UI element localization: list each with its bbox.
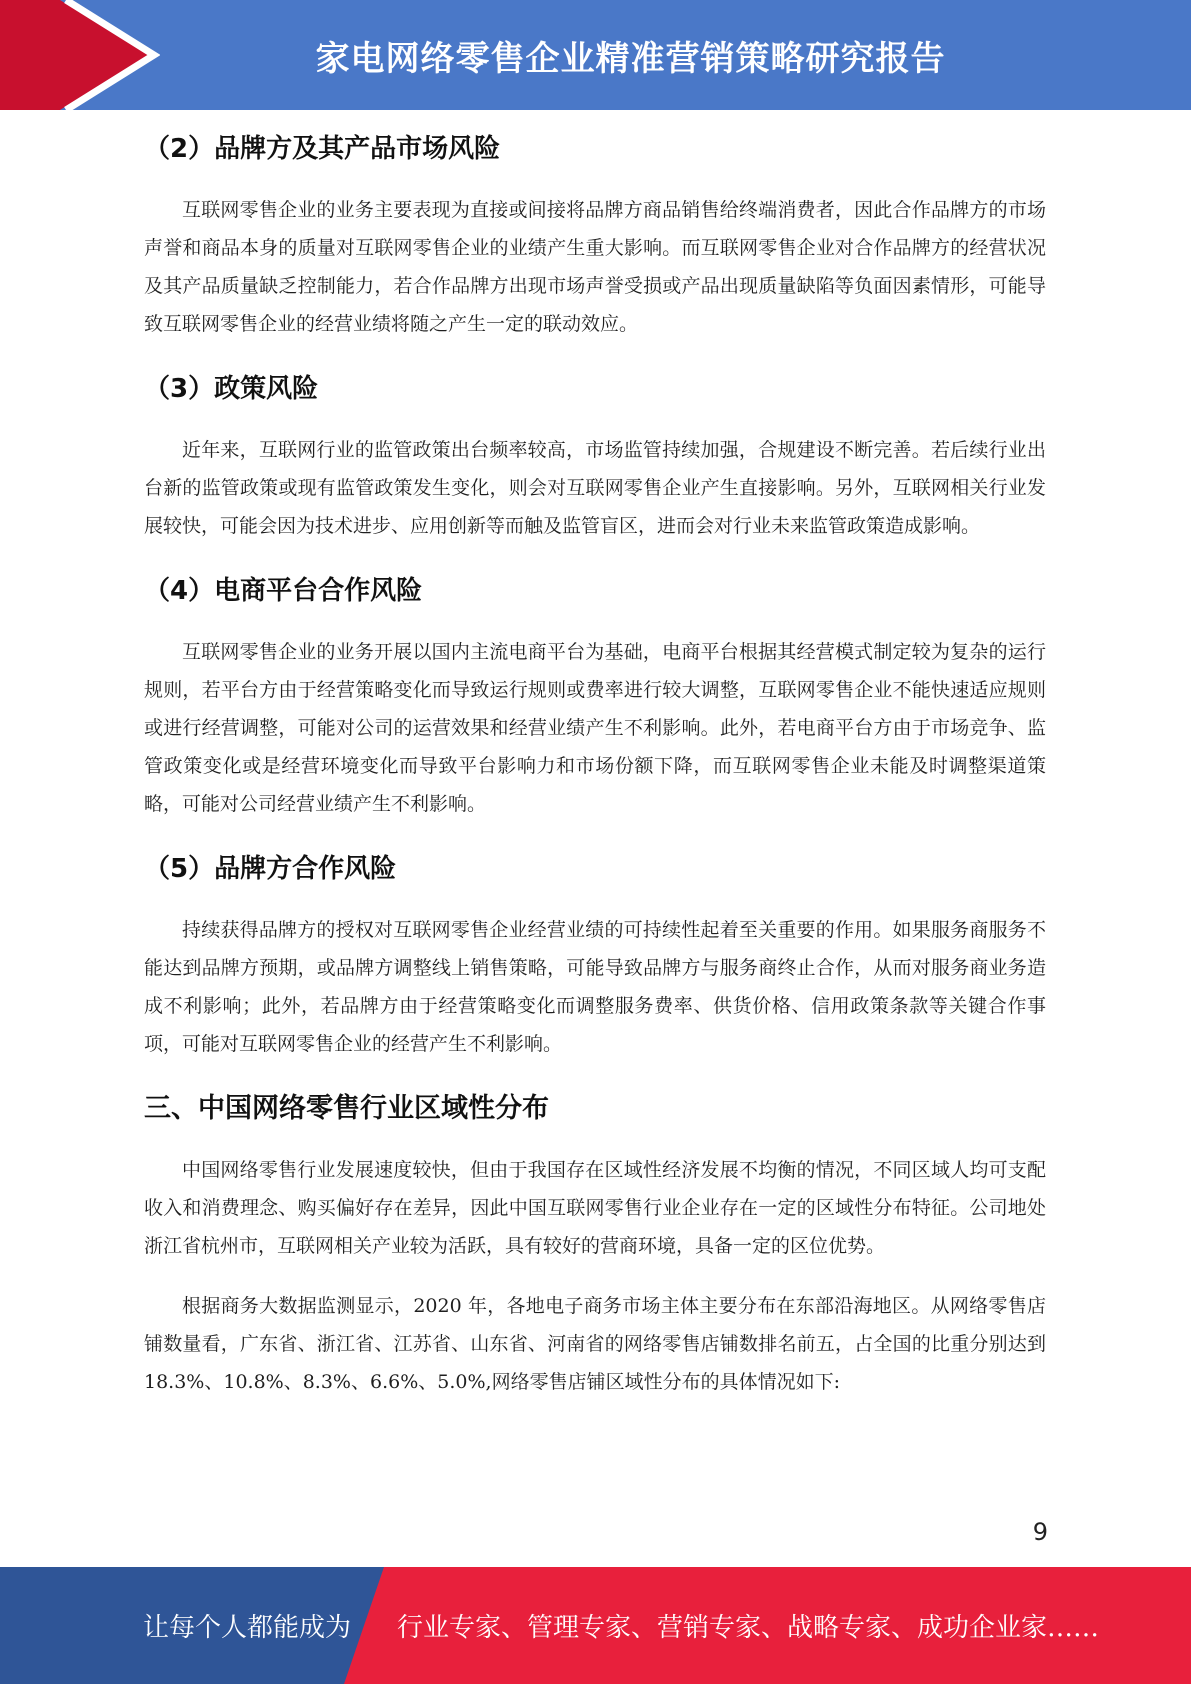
- section-paragraph: 互联网零售企业的业务开展以国内主流电商平台为基础，电商平台根据其经营模式制定较为复杂的运行规则，若平台方由于经营策略变化而导致运行规则或费率进行较大调整，互联网零售企业不能快速适应规则或进行经营调整，可能对公司的运营效果和经营业绩产生不利影响。此外，若电商平台方由于市场竞争、监管政策变化或是经营环境变化而导致平台影响力和市场份额下降，而互联网零售企业未能及时调整渠道策略，可能对公司经营业绩产生不利影响。: [144, 641, 1046, 815]
- header-arrow-decoration: [0, 0, 160, 110]
- section-heading: （4）电商平台合作风险: [144, 576, 423, 606]
- section-paragraph: 持续获得品牌方的授权对互联网零售企业经营业绩的可持续性起着至关重要的作用。如果服务商服务不能达到品牌方预期，或品牌方调整线上销售策略，可能导致品牌方与服务商终止合作，从而对服务商业务造成不利影响；此外，若品牌方由于经营策略变化而调整服务费率、供货价格、信用政策条款等关键合作事项，可能对互联网零售企业的经营产生不利影响。: [144, 919, 1046, 1055]
- section-policy-risk: [144, 365, 1046, 545]
- document-body: [144, 125, 1046, 1423]
- section-regional-distribution: [144, 1085, 1046, 1401]
- section-platform-risk: [144, 567, 1046, 823]
- page-number: 9: [1032, 1518, 1048, 1546]
- section-paragraph: 中国网络零售行业发展速度较快，但由于我国存在区域性经济发展不均衡的情况，不同区域人均可支配收入和消费理念、购买偏好存在差异，因此中国互联网零售行业企业存在一定的区域性分布特征。公司地处浙江省杭州市，互联网相关产业较为活跃，具有较好的营商环境，具备一定的区位优势。: [144, 1159, 1046, 1257]
- section-heading: （3）政策风险: [144, 374, 319, 404]
- section-paragraph: 根据商务大数据监测显示，2020 年，各地电子商务市场主体主要分布在东部沿海地区。从网络零售店铺数量看，广东省、浙江省、江苏省、山东省、河南省的网络零售店铺数排名前五，占全国的比重分别达到 18.3%、10.8%、8.3%、6.6%、5.0%,网络零售店铺区域性分布的具体情况如下:: [144, 1295, 1046, 1393]
- page-footer: [0, 1567, 1191, 1684]
- footer-slogan-right: 行业专家、管理专家、营销专家、战略专家、成功企业家……: [397, 1613, 1100, 1643]
- section-paragraph: 互联网零售企业的业务主要表现为直接或间接将品牌方商品销售给终端消费者，因此合作品牌方的市场声誉和商品本身的质量对互联网零售企业的业绩产生重大影响。而互联网零售企业对合作品牌方的经营状况及其产品质量缺乏控制能力，若合作品牌方出现市场声誉受损或产品出现质量缺陷等负面因素情形，可能导致互联网零售企业的经营业绩将随之产生一定的联动效应。: [144, 199, 1046, 335]
- chapter-heading: 三、中国网络零售行业区域性分布: [144, 1093, 549, 1124]
- section-brand-risk: [144, 125, 1046, 343]
- section-heading: （2）品牌方及其产品市场风险: [144, 134, 501, 164]
- section-paragraph: 近年来，互联网行业的监管政策出台频率较高，市场监管持续加强，合规建设不断完善。若后续行业出台新的监管政策或现有监管政策发生变化，则会对互联网零售企业产生直接影响。另外，互联网相关行业发展较快，可能会因为技术进步、应用创新等而触及监管盲区，进而会对行业未来监管政策造成影响。: [144, 439, 1046, 537]
- page-header: [0, 0, 1191, 110]
- section-brand-cooperation-risk: [144, 845, 1046, 1063]
- footer-slogan-left: 让每个人都能成为: [143, 1613, 352, 1643]
- section-heading: （5）品牌方合作风险: [144, 854, 397, 884]
- report-title: 家电网络零售企业精准营销策略研究报告: [315, 38, 946, 79]
